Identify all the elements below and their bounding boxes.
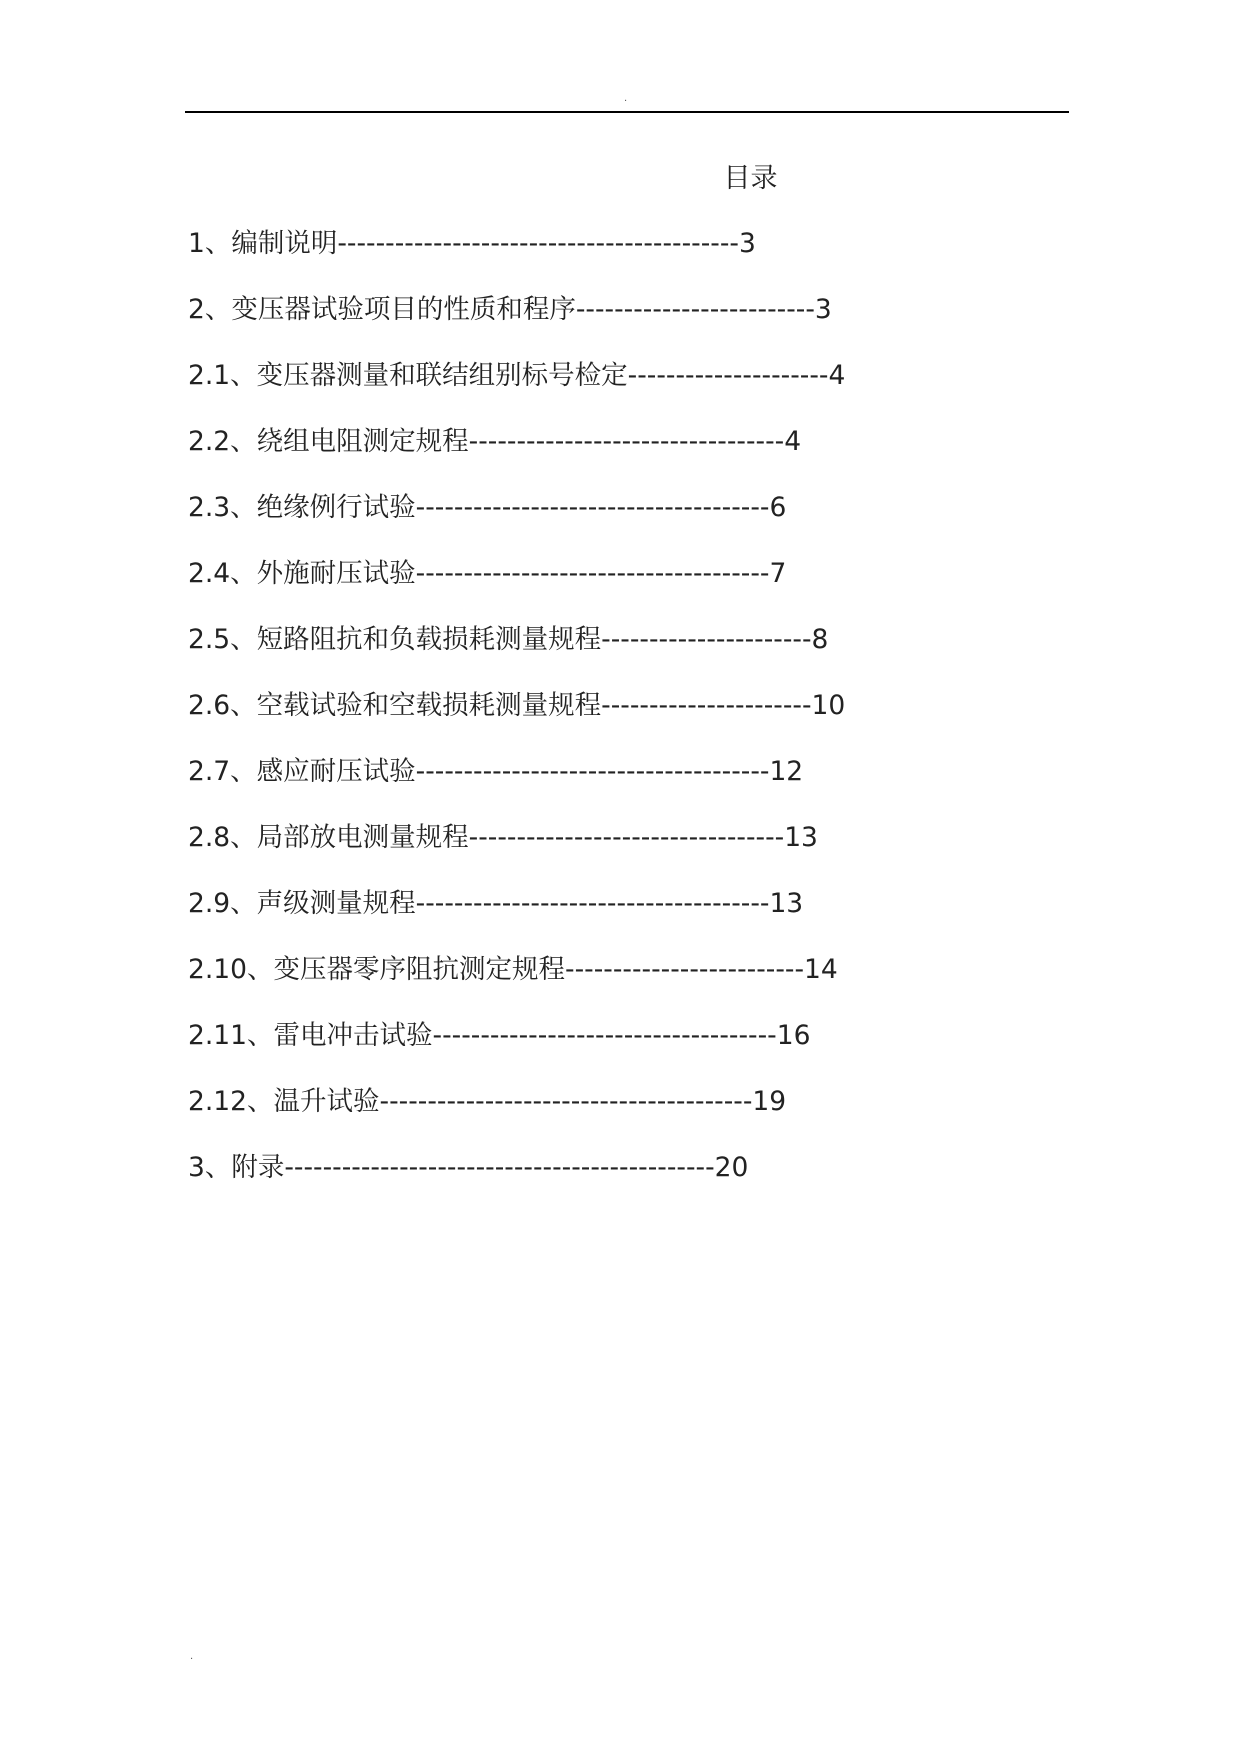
toc-entry[interactable]: 2.10、变压器零序阻抗测定规程-------------------------14 <box>188 954 838 985</box>
toc-entry[interactable]: 2.7、感应耐压试验-------------------------------------12 <box>188 756 804 787</box>
toc-entry[interactable]: 3、附录---------------------------------------------20 <box>188 1152 749 1183</box>
toc-entry[interactable]: 2.4、外施耐压试验-------------------------------------7 <box>188 558 787 589</box>
table-of-contents <box>188 227 845 1217</box>
toc-entry[interactable]: 2.6、空载试验和空载损耗测量规程----------------------10 <box>188 690 846 721</box>
toc-entry[interactable]: 2.3、绝缘例行试验-------------------------------------6 <box>188 492 787 523</box>
header-rule <box>185 111 1069 113</box>
toc-entry[interactable]: 2.9、声级测量规程-------------------------------------13 <box>188 888 804 919</box>
toc-entry[interactable]: 2.1、变压器测量和联结组别标号检定---------------------4 <box>188 360 846 391</box>
toc-entry[interactable]: 2.2、绕组电阻测定规程---------------------------------4 <box>188 426 802 457</box>
toc-entry[interactable]: 2.8、局部放电测量规程---------------------------------13 <box>188 822 818 853</box>
toc-entry[interactable]: 2.5、短路阻抗和负载损耗测量规程----------------------8 <box>188 624 829 655</box>
toc-entry[interactable]: 2、变压器试验项目的性质和程序-------------------------3 <box>188 294 832 325</box>
toc-entry[interactable]: 2.11、雷电冲击试验------------------------------------16 <box>188 1020 811 1051</box>
toc-entry[interactable]: 2.12、温升试验---------------------------------------19 <box>188 1086 787 1117</box>
header-mark: . <box>624 93 628 104</box>
footer-mark: . <box>190 1651 194 1662</box>
toc-title: 目录 <box>723 163 778 194</box>
toc-entry[interactable]: 1、编制说明------------------------------------------3 <box>188 228 756 259</box>
